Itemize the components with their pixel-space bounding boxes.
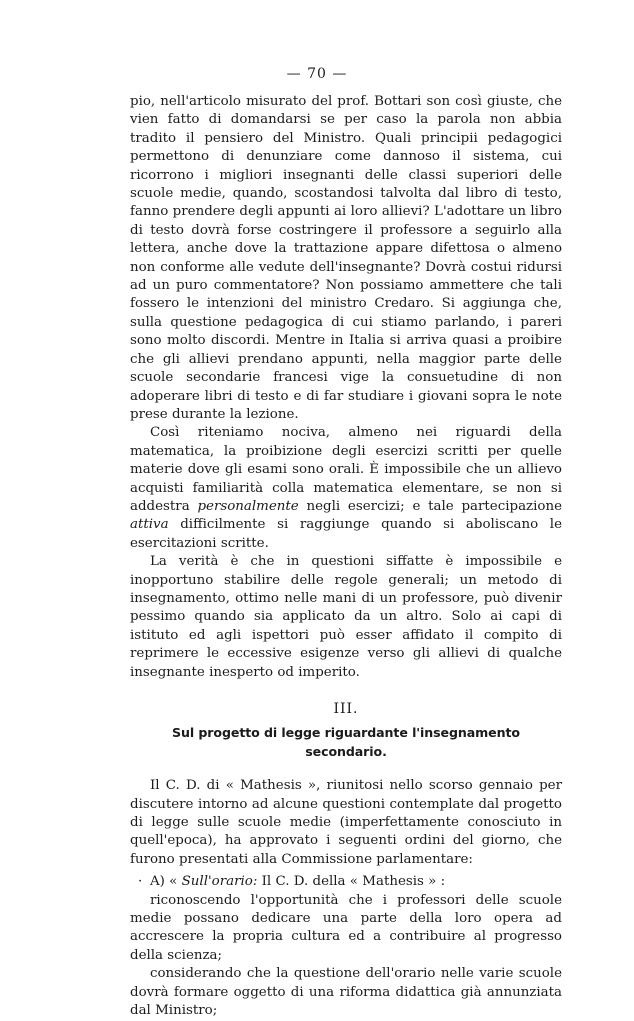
section-paragraph-3: riconoscendo l'opportunità che i professori delle scuole medie possano dedicare una parte della loro opera ad accrescere la propria cultura ed a contribuire al progresso della scienza; <box>130 892 562 963</box>
page-body <box>130 93 562 1021</box>
section-title: Sul progetto di legge riguardante l'insegnamento secondario. <box>172 725 520 759</box>
italic-attiva: attiva <box>130 517 169 533</box>
margin-mark: · <box>138 874 143 890</box>
italic-sullorario: Sull'orario: <box>181 874 258 890</box>
section-number: III. <box>333 701 359 717</box>
paragraph-1: pio, nell'articolo misurato del prof. Bottari son così giuste, che vien fatto di domandarsi se per caso la parola non abbia tradito il pensiero del Ministro. Quali principii pedagogici permettono di denunziare come dannoso il sistema, cui ricorrono i migliori insegnanti delle classi superiori delle scuole medie, quando, scostandosi talvolta dal libro di testo, fanno prendere degli appunti ai loro allievi? L'adottare un libro di testo dovrà forse costringere il professore a seguirlo alla lettera, anche dove la trattazione appare difettosa o almeno non conforme alle vedute dell'insegnante? Dovrà costui ridursi ad un puro commentatore? Non possiamo ammettere che tali fossero le intenzioni del ministro Credaro. Si aggiunga che, sulla questione pedagogica di cui stiamo parlando, i pareri sono molto discordi. Mentre in Italia si arriva quasi a proibire che gli allievi prendano appunti, nella maggior parte delle scuole secondarie francesi vige la consuetudine di non adoperare libri di testo e di far studiare i giovani sopra le note prese durante la lezione. <box>130 94 562 422</box>
italic-personalmente: personalmente <box>197 498 299 514</box>
page-number: — 70 — <box>286 66 348 82</box>
section-paragraph-1: Il C. D. di « Mathesis », riunitosi nello scorso gennaio per discutere intorno ad alcune questioni contemplate dal progetto di legge sulle scuole medie (imperfettamente conosciuto in quell'epoca), ha approvato i seguenti ordini del giorno, che furono presentati alla Commissione parlamentare: <box>130 778 562 867</box>
section-paragraph-4: considerando che la questione dell'orario nelle varie scuole dovrà formare oggetto di una riforma didattica già annunziata dal Ministro; <box>130 966 562 1019</box>
paragraph-2: Così riteniamo nociva, almeno nei riguardi della matematica, la proibizione degli esercizi scritti per quelle materie dove gli esami sono orali. È impossibile che un allievo acquisti familiarità colla matematica elementare, se non si addestra personalmente negli esercizi; e tale partecipazione attiva difficilmente si raggiunge quando si aboliscano le esercitazioni scritte. <box>130 425 562 551</box>
section-paragraph-2: · A) « Sull'orario: Il C. D. della « Mathesis » : <box>130 873 562 891</box>
paragraph-3: La verità è che in questioni siffatte è impossibile e inopportuno stabilire delle regole generali; un metodo di insegnamento, ottimo nelle mani di un professore, può divenir pessimo quando sia applicato da un altro. Solo ai capi di istituto ed agli ispettori può esser affidato il compito di reprimere le eccessive esigenze verso gli allievi di qualche insegnante inesperto od imperito. <box>130 554 562 680</box>
